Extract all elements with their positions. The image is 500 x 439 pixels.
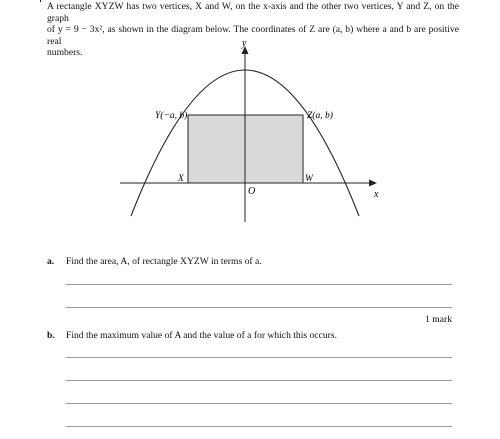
answer-line-b2[interactable] [66,380,452,381]
answer-line-b1[interactable] [66,357,452,358]
answer-line-a1[interactable] [66,284,452,285]
intro-line-1: A rectangle XYZW has two vertices, X and W, on the x-axis and the other two vertices, Y and Z, on the graph [47,1,459,24]
question-b-text: Find the maximum value of A and the value of a for which this occurs. [66,330,337,341]
question-b-label: b. [47,330,55,341]
vertex-x-label: X [178,174,184,184]
vertex-y-label: Y(−a, b) [155,111,188,121]
question-a-text: Find the area, A, of rectangle XYZW in terms of a. [66,256,262,267]
y-axis-label: y [242,38,247,49]
x-axis-label: x [374,189,379,200]
intro-line-2: of y = 9 − 3x², as shown in the diagram below. The coordinates of Z are (a, b) where a and b are positive real [47,24,459,47]
vertex-w-label: W [305,174,313,184]
vertex-z-label: Z(a, b) [307,111,333,121]
question-a-marks: 1 mark [425,314,452,325]
x-axis-arrowhead [369,180,377,187]
answer-line-b4[interactable] [66,426,452,427]
answer-line-a2[interactable] [66,307,452,308]
answer-line-b3[interactable] [66,403,452,404]
intro-line-3: numbers. [47,47,83,58]
origin-label: O [248,186,256,197]
question-a-label: a. [47,256,55,267]
